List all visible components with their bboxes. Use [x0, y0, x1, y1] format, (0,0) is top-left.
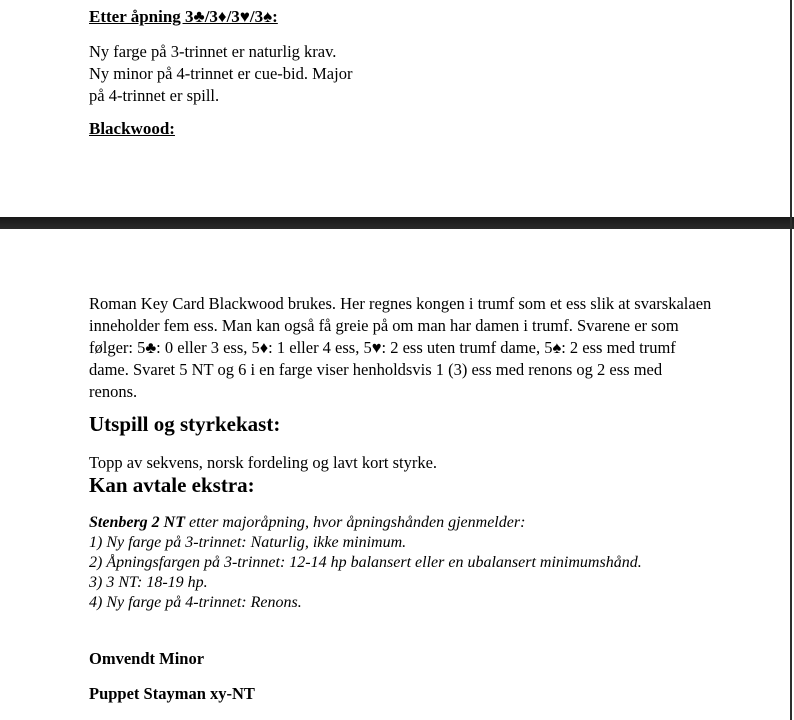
- heading-blackwood: Blackwood:: [89, 119, 175, 138]
- paragraph-line: følger: 5♣: 0 eller 3 ess, 5♦: 1 eller 4 ess, 5♥: 2 ess uten trumf dame, 5♠: 2 ess med trumf: [89, 338, 676, 357]
- puppet-stayman-line: Puppet Stayman xy-NT: [89, 684, 255, 703]
- stenberg-lead-rest: etter majoråpning, hvor åpningshånden gjenmelder:: [185, 514, 526, 531]
- paragraph-line: dame. Svaret 5 NT og 6 i en farge viser henholdsvis 1 (3) ess med renons og 2 ess med: [89, 360, 663, 379]
- page1-paragraph: [89, 41, 352, 107]
- stenberg-item: 2) Åpningsfargen på 3-trinnet: 12-14 hp balansert eller en ubalansert minimumshånd.: [89, 554, 642, 571]
- stenberg-item: 3) 3 NT: 18-19 hp.: [89, 574, 208, 591]
- paragraph-line: renons.: [89, 382, 138, 401]
- utspill-text-line: Topp av sekvens, norsk fordeling og lavt kort styrke.: [89, 453, 438, 472]
- stenberg-item: 4) Ny farge på 4-trinnet: Renons.: [89, 594, 302, 611]
- blackwood-paragraph: [89, 293, 711, 403]
- paragraph-line: inneholder fem ess. Man kan også få greie på om man har damen i trumf. Svarene er som: [89, 316, 679, 335]
- stenberg-lead-line: [89, 513, 642, 533]
- stenberg-item: 1) Ny farge på 3-trinnet: Naturlig, ikke minimum.: [89, 534, 407, 551]
- heading-kan-avtale-ekstra: Kan avtale ekstra:: [89, 473, 255, 497]
- page-edge-line: [790, 0, 792, 720]
- paragraph-line: på 4-trinnet er spill.: [89, 86, 220, 105]
- paragraph-line: Ny farge på 3-trinnet er naturlig krav.: [89, 42, 337, 61]
- page-separator-band: [0, 217, 794, 229]
- heading-utspill-og-styrkekast: Utspill og styrkekast:: [89, 412, 281, 436]
- paragraph-line: Ny minor på 4-trinnet er cue-bid. Major: [89, 64, 353, 83]
- stenberg-lead-bold: Stenberg 2 NT: [89, 514, 185, 531]
- omvendt-minor-line: Omvendt Minor: [89, 649, 205, 668]
- paragraph-line: Roman Key Card Blackwood brukes. Her regnes kongen i trumf som et ess slik at svarskalaen: [89, 294, 712, 313]
- stenberg-block: [89, 513, 642, 613]
- heading-etter-apning: Etter åpning 3♣/3♦/3♥/3♠:: [89, 7, 278, 26]
